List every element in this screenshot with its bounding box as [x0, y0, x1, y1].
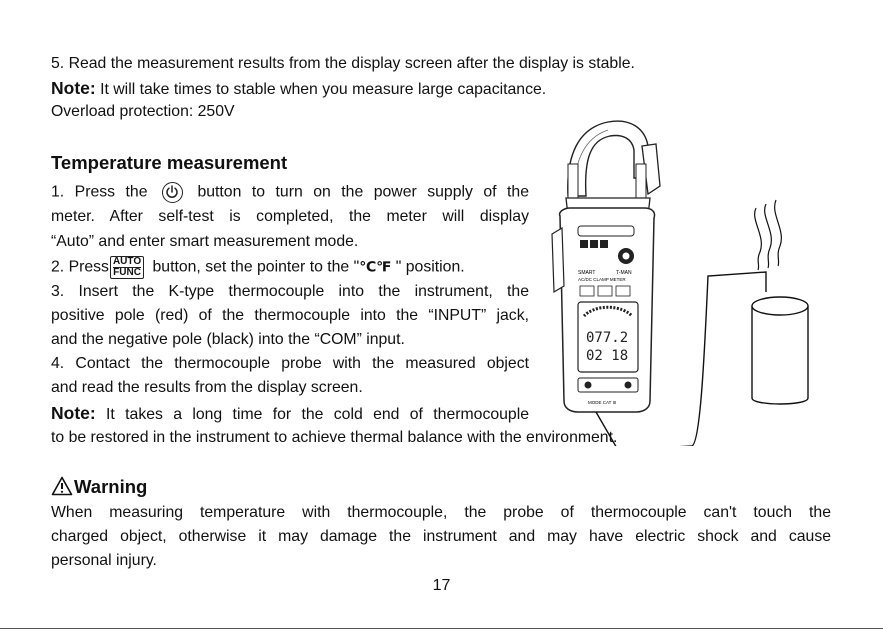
clamp-meter-illustration: [530, 116, 830, 446]
step-3-line-2: positive pole (red) of the thermocouple into the “INPUT” jack,: [51, 307, 529, 324]
label-smart: SMART: [578, 270, 596, 276]
note-thermal-line-2: to be restored in the instrument to achieve thermal balance with the environment.: [51, 429, 618, 446]
label-meter: AC/DC CLAMP METER: [578, 277, 626, 282]
step-1-line-1: [51, 182, 529, 203]
label-tmax: T-MAN: [616, 270, 632, 276]
warning-title: Warning: [74, 476, 148, 497]
power-icon: [162, 182, 183, 203]
func-label: FUNC: [113, 267, 141, 278]
note-2-text: It takes a long time for the cold end of thermocouple: [95, 406, 529, 423]
auto-func-button-icon: [110, 256, 144, 279]
step-3-line-3: and the negative pole (black) into the “COM” input.: [51, 331, 405, 348]
display-reading-bottom: 02 18: [586, 348, 629, 364]
note-capacitance: [51, 78, 546, 100]
measured-object: [752, 306, 808, 404]
temperature-symbol: ℃℉: [359, 258, 392, 275]
step-2-part-2: button, set the pointer to the ": [148, 258, 360, 276]
step-1-line-3: “Auto” and enter smart measurement mode.: [51, 233, 359, 250]
overload-protection-text: Overload protection: 250V: [51, 103, 235, 120]
warning-heading: [51, 476, 147, 498]
step-5-text: 5. Read the measurement results from the display screen after the display is stable.: [51, 55, 635, 72]
step-2-line: [51, 256, 465, 279]
display-reading-top: 077.2: [586, 330, 629, 346]
note-2-label: Note:: [51, 403, 96, 423]
warning-line-1: When measuring temperature with thermocouple, the probe of thermocouple can't touch the: [51, 504, 831, 521]
note-label: Note:: [51, 78, 96, 98]
auto-label: AUTO: [112, 256, 142, 267]
label-func: MODE CAT III: [588, 400, 617, 405]
section-heading: Temperature measurement: [51, 152, 288, 173]
step-1-part-1: 1. Press the: [51, 183, 148, 201]
step-3-line-1: 3. Insert the K-type thermocouple into the instrument, the: [51, 283, 529, 300]
bottom-rule: [0, 628, 883, 629]
warning-triangle-icon: [51, 476, 73, 496]
note-text: It will take times to stable when you measure large capacitance.: [95, 81, 547, 98]
step-4-line-1: 4. Contact the thermocouple probe with the measured object: [51, 355, 529, 372]
warning-line-2: charged object, otherwise it may damage the instrument and may have electric shock and cause: [51, 528, 831, 545]
step-4-line-2: and read the results from the display screen.: [51, 379, 363, 396]
step-1-part-2: button to turn on the power supply of the: [197, 183, 529, 201]
page-number: 17: [432, 577, 451, 594]
step-2-part-1: 2. Press: [51, 258, 109, 276]
step-2-part-3: " position.: [391, 258, 465, 276]
note-thermal-line-1: [51, 403, 529, 425]
warning-line-3: personal injury.: [51, 552, 157, 569]
step-1-line-2: meter. After self-test is completed, the meter will display: [51, 208, 529, 225]
